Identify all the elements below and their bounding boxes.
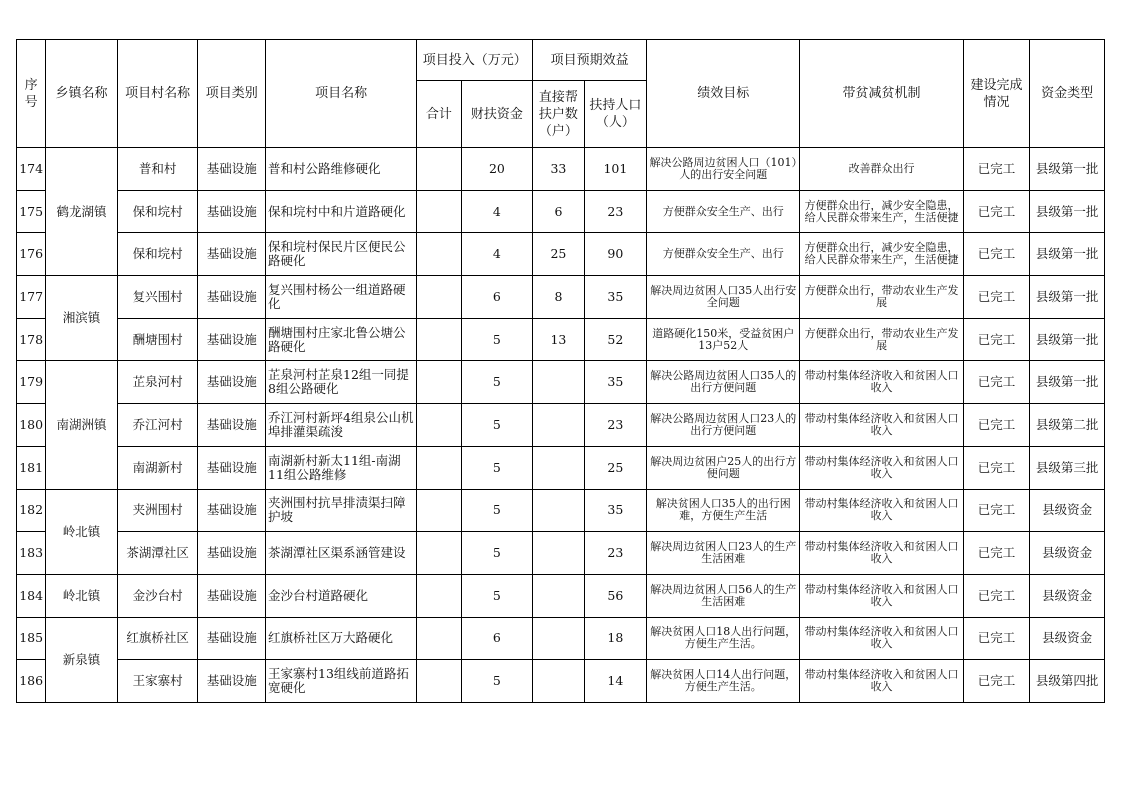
cell-households (533, 489, 584, 532)
cell-fiscal: 5 (461, 532, 533, 575)
cell-total (417, 361, 461, 404)
cell-town: 岭北镇 (46, 489, 118, 574)
table-row (17, 660, 1105, 703)
cell-fiscal: 20 (461, 148, 533, 191)
cell-households: 13 (533, 318, 584, 361)
cell-village: 普和村 (117, 148, 198, 191)
cell-goal: 方便群众安全生产、出行 (647, 233, 800, 276)
cell-status: 已完工 (963, 233, 1030, 276)
cell-fund: 县级第一批 (1030, 190, 1105, 233)
cell-households (533, 660, 584, 703)
header-mechanism: 带贫减贫机制 (800, 40, 963, 148)
cell-status: 已完工 (963, 318, 1030, 361)
cell-status: 已完工 (963, 617, 1030, 660)
cell-project: 保和垸村中和片道路硬化 (266, 190, 417, 233)
header-investment: 项目投入（万元） (417, 40, 533, 81)
header-population: 扶持人口（人） (584, 81, 647, 148)
cell-fund: 县级资金 (1030, 617, 1105, 660)
cell-category: 基础设施 (198, 660, 266, 703)
cell-town: 南湖洲镇 (46, 361, 118, 489)
cell-town: 新泉镇 (46, 617, 118, 702)
cell-goal: 解决贫困人口18人出行问题，方便生产生活。 (647, 617, 800, 660)
cell-households: 33 (533, 148, 584, 191)
cell-mechanism: 带动村集体经济收入和贫困人口收入 (800, 361, 963, 404)
cell-population: 101 (584, 148, 647, 191)
cell-status: 已完工 (963, 190, 1030, 233)
cell-town: 鹤龙湖镇 (46, 148, 118, 276)
cell-fund: 县级第二批 (1030, 404, 1105, 447)
cell-fiscal: 5 (461, 318, 533, 361)
cell-fiscal: 4 (461, 190, 533, 233)
cell-status: 已完工 (963, 574, 1030, 617)
cell-fund: 县级第一批 (1030, 233, 1105, 276)
cell-total (417, 190, 461, 233)
cell-total (417, 532, 461, 575)
cell-total (417, 404, 461, 447)
cell-fund: 县级第一批 (1030, 318, 1105, 361)
header-benefit: 项目预期效益 (533, 40, 647, 81)
cell-households (533, 446, 584, 489)
cell-total (417, 148, 461, 191)
cell-total (417, 233, 461, 276)
table-body (17, 148, 1105, 703)
table-row (17, 361, 1105, 404)
cell-seq: 174 (17, 148, 46, 191)
cell-town: 湘滨镇 (46, 276, 118, 361)
cell-seq: 179 (17, 361, 46, 404)
cell-fiscal: 6 (461, 617, 533, 660)
cell-village: 乔江河村 (117, 404, 198, 447)
cell-households: 25 (533, 233, 584, 276)
cell-goal: 方便群众安全生产、出行 (647, 190, 800, 233)
cell-seq: 185 (17, 617, 46, 660)
header-households: 直接帮扶户数（户） (533, 81, 584, 148)
table-row (17, 233, 1105, 276)
cell-goal: 解决公路周边贫困人口23人的出行方便问题 (647, 404, 800, 447)
cell-fiscal: 5 (461, 660, 533, 703)
table-row (17, 617, 1105, 660)
cell-fiscal: 5 (461, 489, 533, 532)
cell-project: 王家寨村13组线前道路拓宽硬化 (266, 660, 417, 703)
cell-goal: 道路硬化150米，受益贫困户13户52人 (647, 318, 800, 361)
cell-households (533, 404, 584, 447)
table-row (17, 489, 1105, 532)
header-seq: 序号 (17, 40, 46, 148)
cell-seq: 175 (17, 190, 46, 233)
table-row (17, 404, 1105, 447)
cell-project: 乔江河村新坪4组泉公山机埠排灌渠疏浚 (266, 404, 417, 447)
cell-status: 已完工 (963, 148, 1030, 191)
cell-project: 南湖新村新太11组-南湖11组公路维修 (266, 446, 417, 489)
cell-seq: 177 (17, 276, 46, 319)
header-fund: 资金类型 (1030, 40, 1105, 148)
cell-project: 夹洲围村抗旱排渍渠扫障护坡 (266, 489, 417, 532)
table-row (17, 148, 1105, 191)
header-project: 项目名称 (266, 40, 417, 148)
table-row (17, 574, 1105, 617)
cell-village: 夹洲围村 (117, 489, 198, 532)
cell-population: 35 (584, 276, 647, 319)
cell-category: 基础设施 (198, 532, 266, 575)
cell-mechanism: 带动村集体经济收入和贫困人口收入 (800, 446, 963, 489)
cell-mechanism: 方便群众出行，减少安全隐患，给人民群众带来生产，生活便捷 (800, 190, 963, 233)
header-goal: 绩效目标 (647, 40, 800, 148)
cell-households: 6 (533, 190, 584, 233)
cell-population: 25 (584, 446, 647, 489)
cell-status: 已完工 (963, 446, 1030, 489)
cell-goal: 解决公路周边贫困人口35人的出行方便问题 (647, 361, 800, 404)
cell-village: 茶湖潭社区 (117, 532, 198, 575)
cell-population: 23 (584, 532, 647, 575)
table-row (17, 276, 1105, 319)
cell-goal: 解决周边贫困户25人的出行方便问题 (647, 446, 800, 489)
cell-category: 基础设施 (198, 233, 266, 276)
cell-total (417, 446, 461, 489)
header-village: 项目村名称 (117, 40, 198, 148)
cell-village: 王家寨村 (117, 660, 198, 703)
cell-population: 23 (584, 404, 647, 447)
cell-project: 红旗桥社区万大路硬化 (266, 617, 417, 660)
cell-mechanism: 方便群众出行，带动农业生产发展 (800, 318, 963, 361)
cell-mechanism: 带动村集体经济收入和贫困人口收入 (800, 574, 963, 617)
cell-fund: 县级资金 (1030, 574, 1105, 617)
cell-population: 52 (584, 318, 647, 361)
cell-status: 已完工 (963, 361, 1030, 404)
cell-population: 14 (584, 660, 647, 703)
cell-project: 芷泉河村芷泉12组一同提8组公路硬化 (266, 361, 417, 404)
cell-project: 茶湖潭社区渠系涵管建设 (266, 532, 417, 575)
project-table (16, 39, 1105, 703)
cell-total (417, 617, 461, 660)
cell-village: 复兴围村 (117, 276, 198, 319)
cell-mechanism: 带动村集体经济收入和贫困人口收入 (800, 532, 963, 575)
cell-mechanism: 带动村集体经济收入和贫困人口收入 (800, 489, 963, 532)
cell-category: 基础设施 (198, 446, 266, 489)
header-town: 乡镇名称 (46, 40, 118, 148)
header-status: 建设完成情况 (963, 40, 1030, 148)
cell-goal: 解决贫困人口14人出行问题，方便生产生活。 (647, 660, 800, 703)
cell-fund: 县级第一批 (1030, 276, 1105, 319)
header-fiscal: 财扶资金 (461, 81, 533, 148)
cell-status: 已完工 (963, 404, 1030, 447)
cell-project: 普和村公路维修硬化 (266, 148, 417, 191)
cell-village: 保和垸村 (117, 233, 198, 276)
cell-mechanism: 方便群众出行，减少安全隐患，给人民群众带来生产，生活便捷 (800, 233, 963, 276)
cell-category: 基础设施 (198, 404, 266, 447)
table-row (17, 446, 1105, 489)
cell-fund: 县级资金 (1030, 489, 1105, 532)
cell-fund: 县级第三批 (1030, 446, 1105, 489)
cell-total (417, 574, 461, 617)
cell-total (417, 489, 461, 532)
cell-village: 芷泉河村 (117, 361, 198, 404)
cell-village: 酬塘围村 (117, 318, 198, 361)
cell-households: 8 (533, 276, 584, 319)
cell-seq: 184 (17, 574, 46, 617)
cell-village: 保和垸村 (117, 190, 198, 233)
cell-goal: 解决周边贫困人口35人出行安全问题 (647, 276, 800, 319)
cell-project: 复兴围村杨公一组道路硬化 (266, 276, 417, 319)
cell-mechanism: 带动村集体经济收入和贫困人口收入 (800, 404, 963, 447)
cell-mechanism: 改善群众出行 (800, 148, 963, 191)
cell-seq: 182 (17, 489, 46, 532)
cell-total (417, 660, 461, 703)
cell-population: 35 (584, 361, 647, 404)
cell-total (417, 276, 461, 319)
cell-population: 56 (584, 574, 647, 617)
cell-town: 岭北镇 (46, 574, 118, 617)
cell-goal: 解决周边贫困人口23人的生产生活困难 (647, 532, 800, 575)
cell-fiscal: 6 (461, 276, 533, 319)
cell-goal: 解决贫困人口35人的出行困难，方便生产生活 (647, 489, 800, 532)
cell-category: 基础设施 (198, 617, 266, 660)
cell-project: 保和垸村保民片区便民公路硬化 (266, 233, 417, 276)
cell-households (533, 361, 584, 404)
cell-category: 基础设施 (198, 361, 266, 404)
cell-population: 35 (584, 489, 647, 532)
cell-households (533, 617, 584, 660)
cell-fiscal: 4 (461, 233, 533, 276)
cell-category: 基础设施 (198, 574, 266, 617)
cell-fiscal: 5 (461, 404, 533, 447)
cell-status: 已完工 (963, 532, 1030, 575)
cell-category: 基础设施 (198, 148, 266, 191)
cell-mechanism: 带动村集体经济收入和贫困人口收入 (800, 617, 963, 660)
cell-fiscal: 5 (461, 361, 533, 404)
cell-population: 90 (584, 233, 647, 276)
cell-fiscal: 5 (461, 574, 533, 617)
cell-category: 基础设施 (198, 318, 266, 361)
cell-category: 基础设施 (198, 489, 266, 532)
cell-village: 金沙台村 (117, 574, 198, 617)
cell-village: 红旗桥社区 (117, 617, 198, 660)
cell-project: 酬塘围村庄家北鲁公塘公路硬化 (266, 318, 417, 361)
cell-seq: 180 (17, 404, 46, 447)
cell-population: 18 (584, 617, 647, 660)
cell-mechanism: 带动村集体经济收入和贫困人口收入 (800, 660, 963, 703)
cell-fiscal: 5 (461, 446, 533, 489)
cell-status: 已完工 (963, 489, 1030, 532)
cell-fund: 县级第一批 (1030, 148, 1105, 191)
cell-mechanism: 方便群众出行，带动农业生产发展 (800, 276, 963, 319)
cell-goal: 解决周边贫困人口56人的生产生活困难 (647, 574, 800, 617)
cell-households (533, 532, 584, 575)
cell-fund: 县级第一批 (1030, 361, 1105, 404)
cell-seq: 181 (17, 446, 46, 489)
cell-population: 23 (584, 190, 647, 233)
cell-village: 南湖新村 (117, 446, 198, 489)
cell-households (533, 574, 584, 617)
cell-status: 已完工 (963, 276, 1030, 319)
cell-seq: 186 (17, 660, 46, 703)
table-row (17, 532, 1105, 575)
cell-project: 金沙台村道路硬化 (266, 574, 417, 617)
cell-seq: 178 (17, 318, 46, 361)
cell-goal: 解决公路周边贫困人口（101）人的出行安全问题 (647, 148, 800, 191)
header-total: 合计 (417, 81, 461, 148)
table-row (17, 318, 1105, 361)
cell-fund: 县级资金 (1030, 532, 1105, 575)
header-category: 项目类别 (198, 40, 266, 148)
cell-total (417, 318, 461, 361)
cell-category: 基础设施 (198, 190, 266, 233)
cell-fund: 县级第四批 (1030, 660, 1105, 703)
cell-seq: 183 (17, 532, 46, 575)
table-row (17, 190, 1105, 233)
cell-status: 已完工 (963, 660, 1030, 703)
cell-category: 基础设施 (198, 276, 266, 319)
cell-seq: 176 (17, 233, 46, 276)
